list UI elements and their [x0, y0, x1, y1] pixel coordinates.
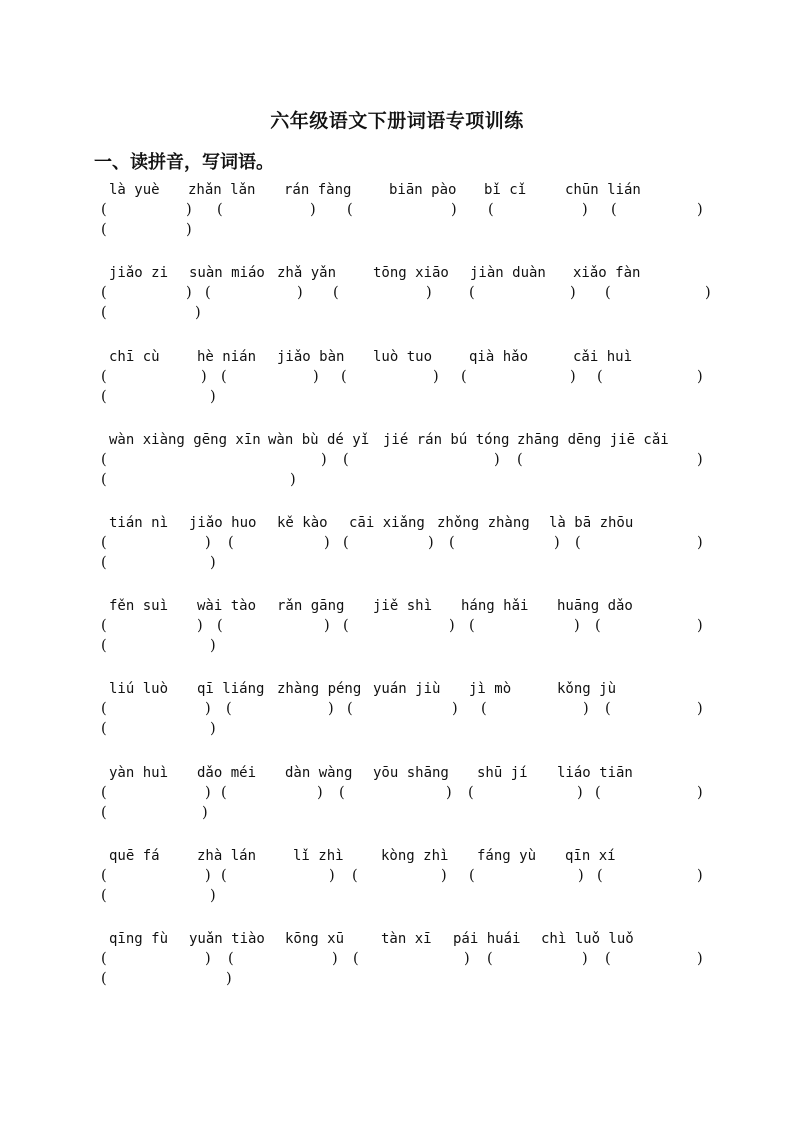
close-paren: )	[329, 868, 335, 884]
pinyin-prompt: wài tào	[197, 598, 257, 614]
pinyin-prompt: zhàng péng	[277, 681, 362, 697]
close-paren: )	[582, 202, 588, 218]
pinyin-prompt: bǐ cǐ	[484, 182, 527, 198]
pinyin-prompt: jiàn duàn	[470, 265, 546, 281]
open-paren: (	[221, 785, 227, 801]
exercise-group	[0, 681, 794, 751]
close-paren: )	[332, 951, 338, 967]
pinyin-prompt: chì luǒ luǒ	[541, 931, 634, 947]
close-paren: )	[186, 202, 192, 218]
open-paren: (	[101, 369, 107, 385]
close-paren: )	[449, 618, 455, 634]
close-paren: )	[290, 472, 296, 488]
close-paren: )	[433, 369, 439, 385]
pinyin-prompt: quē fá	[109, 848, 160, 864]
close-paren: )	[697, 618, 703, 634]
open-paren: (	[101, 868, 107, 884]
open-paren: (	[228, 951, 234, 967]
pinyin-prompt: là bā zhōu	[549, 515, 634, 531]
open-paren: (	[101, 805, 107, 821]
pinyin-prompt: zhǎn lǎn	[188, 182, 256, 198]
pinyin-prompt: wàn xiàng gēng xīn	[109, 432, 261, 448]
pinyin-prompt: jié rán bú tóng	[383, 432, 510, 448]
pinyin-prompt: dǎo méi	[197, 765, 257, 781]
pinyin-prompt: qī liáng	[197, 681, 265, 697]
pinyin-prompt: yuán jiù	[373, 681, 441, 697]
pinyin-prompt: cǎi huì	[573, 349, 633, 365]
pinyin-prompt: cāi xiǎng	[349, 515, 425, 531]
pinyin-prompt: kě kào	[277, 515, 328, 531]
close-paren: )	[428, 535, 434, 551]
close-paren: )	[317, 785, 323, 801]
pinyin-prompt: fěn suì	[109, 598, 169, 614]
close-paren: )	[210, 389, 216, 405]
open-paren: (	[333, 285, 339, 301]
close-paren: )	[186, 285, 192, 301]
open-paren: (	[221, 369, 227, 385]
open-paren: (	[343, 618, 349, 634]
open-paren: (	[226, 701, 232, 717]
pinyin-prompt: tián nì	[109, 515, 169, 531]
close-paren: )	[321, 452, 327, 468]
open-paren: (	[481, 701, 487, 717]
pinyin-prompt: háng hǎi	[461, 598, 529, 614]
close-paren: )	[697, 369, 703, 385]
exercise-group	[0, 182, 794, 252]
pinyin-prompt: tōng xiāo	[373, 265, 449, 281]
open-paren: (	[597, 369, 603, 385]
open-paren: (	[352, 868, 358, 884]
close-paren: )	[210, 555, 216, 571]
open-paren: (	[101, 785, 107, 801]
close-paren: )	[464, 951, 470, 967]
pinyin-prompt: shū jí	[477, 765, 528, 781]
open-paren: (	[347, 202, 353, 218]
close-paren: )	[313, 369, 319, 385]
open-paren: (	[605, 701, 611, 717]
close-paren: )	[577, 785, 583, 801]
pinyin-prompt: lǐ zhì	[293, 848, 344, 864]
close-paren: )	[426, 285, 432, 301]
open-paren: (	[449, 535, 455, 551]
pinyin-prompt: kōng xū	[285, 931, 345, 947]
pinyin-prompt: rǎn gāng	[277, 598, 345, 614]
pinyin-prompt: zhǎ yǎn	[277, 265, 337, 281]
close-paren: )	[583, 701, 589, 717]
open-paren: (	[101, 701, 107, 717]
open-paren: (	[101, 535, 107, 551]
exercise-group	[0, 432, 794, 502]
open-paren: (	[101, 638, 107, 654]
close-paren: )	[570, 285, 576, 301]
close-paren: )	[226, 971, 232, 987]
open-paren: (	[101, 618, 107, 634]
close-paren: )	[324, 618, 330, 634]
open-paren: (	[101, 971, 107, 987]
open-paren: (	[353, 951, 359, 967]
open-paren: (	[101, 389, 107, 405]
open-paren: (	[347, 701, 353, 717]
close-paren: )	[324, 535, 330, 551]
open-paren: (	[341, 369, 347, 385]
close-paren: )	[697, 785, 703, 801]
pinyin-prompt: chūn lián	[565, 182, 641, 198]
pinyin-prompt: jì mò	[469, 681, 512, 697]
open-paren: (	[343, 535, 349, 551]
pinyin-prompt: dàn wàng	[285, 765, 353, 781]
open-paren: (	[101, 951, 107, 967]
pinyin-prompt: qià hǎo	[469, 349, 529, 365]
pinyin-prompt: kǒng jù	[557, 681, 617, 697]
open-paren: (	[469, 285, 475, 301]
open-paren: (	[487, 951, 493, 967]
open-paren: (	[101, 555, 107, 571]
close-paren: )	[554, 535, 560, 551]
close-paren: )	[202, 805, 208, 821]
open-paren: (	[468, 785, 474, 801]
open-paren: (	[228, 535, 234, 551]
open-paren: (	[217, 202, 223, 218]
pinyin-prompt: biān pào	[389, 182, 457, 198]
open-paren: (	[339, 785, 345, 801]
open-paren: (	[469, 618, 475, 634]
exercise-group	[0, 765, 794, 835]
pinyin-prompt: qīng fù	[109, 931, 169, 947]
close-paren: )	[205, 785, 211, 801]
pinyin-prompt: yàn huì	[109, 765, 169, 781]
pinyin-prompt: wàn bù dé yǐ	[268, 432, 370, 448]
close-paren: )	[578, 868, 584, 884]
close-paren: )	[451, 202, 457, 218]
close-paren: )	[697, 951, 703, 967]
exercise-group	[0, 515, 794, 585]
pinyin-prompt: qīn xí	[565, 848, 616, 864]
open-paren: (	[343, 452, 349, 468]
open-paren: (	[101, 222, 107, 238]
close-paren: )	[205, 701, 211, 717]
close-paren: )	[705, 285, 711, 301]
open-paren: (	[461, 369, 467, 385]
close-paren: )	[201, 369, 207, 385]
pinyin-prompt: chī cù	[109, 349, 160, 365]
close-paren: )	[297, 285, 303, 301]
open-paren: (	[595, 618, 601, 634]
close-paren: )	[452, 701, 458, 717]
close-paren: )	[697, 202, 703, 218]
pinyin-prompt: zhǒng zhàng	[437, 515, 530, 531]
pinyin-prompt: yōu shāng	[373, 765, 449, 781]
pinyin-prompt: zhāng dēng jiē cǎi	[517, 432, 669, 448]
page-title: 六年级语文下册词语专项训练	[270, 110, 524, 132]
close-paren: )	[697, 701, 703, 717]
pinyin-prompt: yuǎn tiào	[189, 931, 265, 947]
open-paren: (	[101, 202, 107, 218]
close-paren: )	[494, 452, 500, 468]
open-paren: (	[101, 472, 107, 488]
open-paren: (	[488, 202, 494, 218]
close-paren: )	[697, 452, 703, 468]
open-paren: (	[101, 452, 107, 468]
open-paren: (	[517, 452, 523, 468]
pinyin-prompt: jiǎo huo	[189, 515, 257, 531]
pinyin-prompt: fáng yù	[477, 848, 537, 864]
pinyin-prompt: huāng dǎo	[557, 598, 633, 614]
close-paren: )	[205, 868, 211, 884]
open-paren: (	[101, 285, 107, 301]
close-paren: )	[210, 638, 216, 654]
close-paren: )	[574, 618, 580, 634]
pinyin-prompt: xiǎo fàn	[573, 265, 641, 281]
pinyin-prompt: jiǎo bàn	[277, 349, 345, 365]
close-paren: )	[697, 868, 703, 884]
close-paren: )	[210, 721, 216, 737]
open-paren: (	[575, 535, 581, 551]
open-paren: (	[611, 202, 617, 218]
pinyin-prompt: suàn miáo	[189, 265, 265, 281]
close-paren: )	[441, 868, 447, 884]
pinyin-prompt: luò tuo	[373, 349, 433, 365]
close-paren: )	[205, 951, 211, 967]
section-heading: 一、读拼音，写词语。	[94, 152, 274, 173]
open-paren: (	[205, 285, 211, 301]
close-paren: )	[697, 535, 703, 551]
open-paren: (	[605, 285, 611, 301]
pinyin-prompt: pái huái	[453, 931, 521, 947]
pinyin-prompt: jiǎo zi	[109, 265, 169, 281]
pinyin-prompt: hè nián	[197, 349, 257, 365]
open-paren: (	[101, 305, 107, 321]
pinyin-prompt: liú luò	[109, 681, 169, 697]
open-paren: (	[605, 951, 611, 967]
close-paren: )	[570, 369, 576, 385]
exercise-group	[0, 848, 794, 918]
pinyin-prompt: là yuè	[109, 182, 160, 198]
pinyin-prompt: kòng zhì	[381, 848, 449, 864]
exercise-group	[0, 349, 794, 419]
open-paren: (	[217, 618, 223, 634]
open-paren: (	[221, 868, 227, 884]
open-paren: (	[597, 868, 603, 884]
pinyin-prompt: jiě shì	[373, 598, 433, 614]
pinyin-prompt: zhà lán	[197, 848, 257, 864]
close-paren: )	[582, 951, 588, 967]
open-paren: (	[101, 721, 107, 737]
exercise-group	[0, 265, 794, 335]
close-paren: )	[446, 785, 452, 801]
open-paren: (	[469, 868, 475, 884]
close-paren: )	[197, 618, 203, 634]
close-paren: )	[205, 535, 211, 551]
close-paren: )	[310, 202, 316, 218]
pinyin-prompt: liáo tiān	[557, 765, 633, 781]
exercise-group	[0, 598, 794, 668]
close-paren: )	[210, 888, 216, 904]
pinyin-prompt: tàn xī	[381, 931, 432, 947]
exercise-group	[0, 931, 794, 1001]
close-paren: )	[195, 305, 201, 321]
close-paren: )	[328, 701, 334, 717]
pinyin-prompt: rán fàng	[284, 182, 352, 198]
open-paren: (	[101, 888, 107, 904]
open-paren: (	[595, 785, 601, 801]
close-paren: )	[186, 222, 192, 238]
